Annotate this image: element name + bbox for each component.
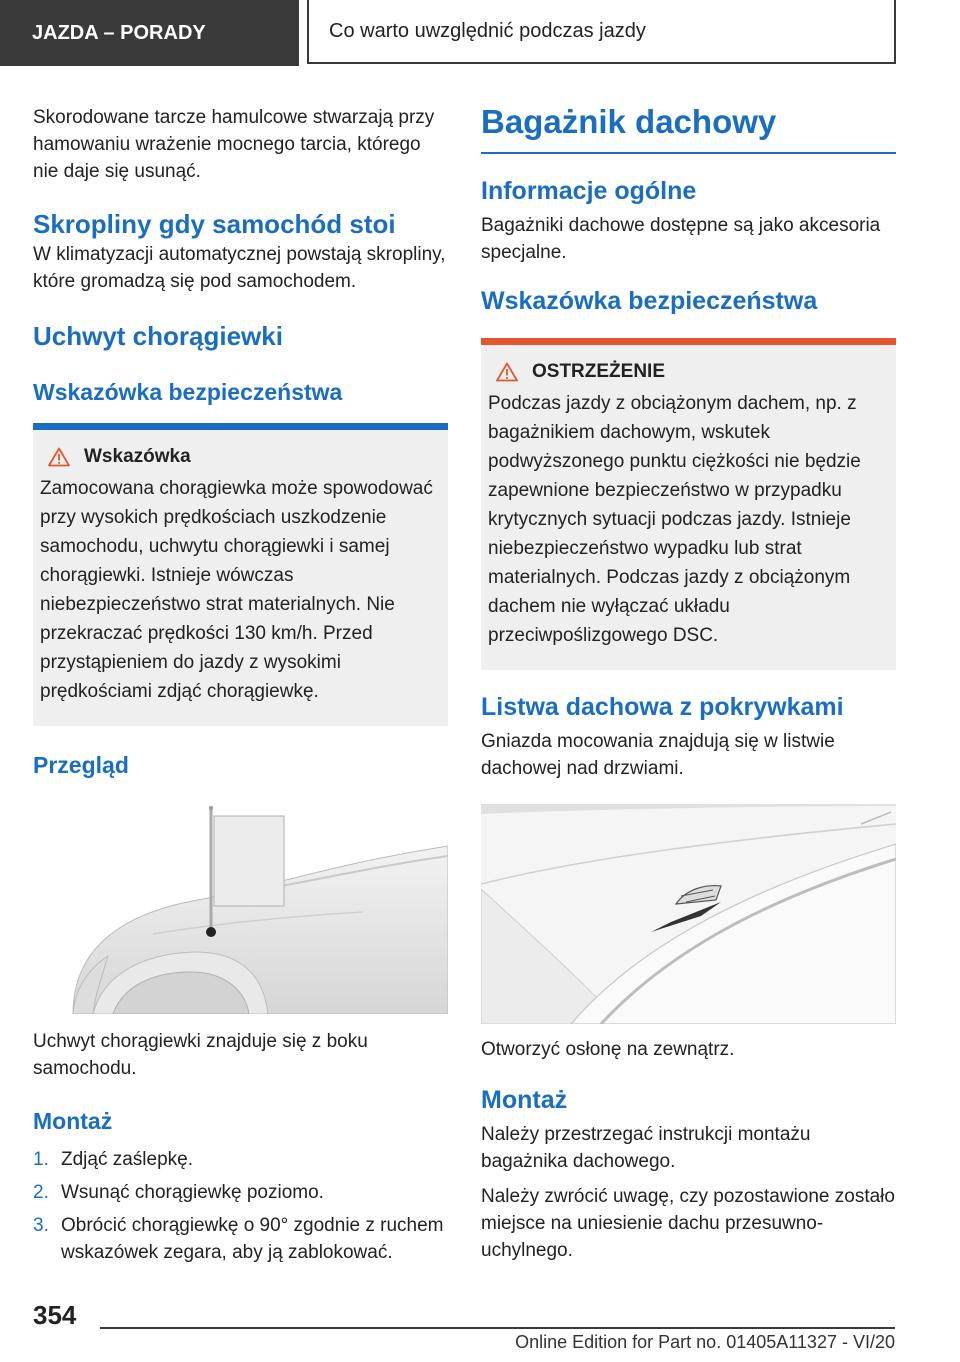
warning-title [496,361,889,383]
edition-note: Online Edition for Part no. 01405A11327 - VI/20 [515,1332,895,1352]
list-item [33,1179,448,1206]
general-info-heading: Informacje ogólne [481,177,697,205]
notice-title-text: Wskazówka [84,446,191,467]
roof-safety-heading: Wskazówka bezpieczeństwa [481,287,818,315]
notice-bar [33,423,448,430]
footer-rule [100,1327,895,1329]
notice-box [33,430,448,726]
step-number: 1. [33,1149,49,1170]
step-text: Wsunąć chorągiewkę poziomo. [61,1182,324,1203]
flag-notice [33,423,448,726]
notice-title [48,446,441,468]
roof-mount-heading: Montaż [481,1086,568,1114]
mount-steps-list [33,1146,448,1266]
warning-triangle-icon [496,362,518,382]
section-tab: JAZDA – PORADY [0,0,299,66]
roof-rail-heading: Listwa dachowa z pokrywkami [481,693,844,721]
roof-rail-paragraph: Gniazda mocowania znajdują się w listwie dachowej nad drzwiami. [481,731,835,779]
notice-text: Zamocowana chorągiewka może spowodować przy wysokich prędkościach uszkodzenie samochodu, uchwytu chorągiewki i samej chorągiewki. Istnieje wówczas niebezpieczeństwo strat materialnych. Nie przekraczać prędkości 130 km/h. Przed przystąpieniem do jazdy z wysokimi prędkościami zdjąć chorągiewkę. [40,478,433,702]
roof-rail-caption: Otworzyć osłonę na zewnątrz. [481,1039,735,1060]
warning-text: Podczas jazdy z obciążonym dachem, np. z bagażnikiem dachowym, wskutek podwyższonego punktu ciężkości nie będzie zapewnione bezpieczeństwo w przypadku krytycznych sytuacji podczas jazdy. Istnieje niebezpieczeństwo wypadku lub strat materialnych. Podczas jazdy z obciążonym dachem nie wyłączać układu przeciwpoślizgowego DSC. [488,393,861,646]
left-column [33,100,448,1272]
warning-bar [481,338,896,345]
flag-holder-illustration [33,804,448,1014]
warning-triangle-icon [48,447,70,467]
flag-mount-heading: Montaż [33,1108,113,1134]
condensate-paragraph: W klimatyzacji automatycznej powstają skropliny, które gromadzą się pod samochodem. [33,244,446,292]
page-header [0,0,960,66]
roof-rail-illustration [481,804,896,1024]
list-item [33,1212,448,1266]
roof-mount-paragraph-2: Należy zwrócić uwagę, czy pozostawione zostało miejsce na uniesienie dachu przesuwno-uchylnego. [481,1186,895,1261]
flag-holder-heading: Uchwyt chorągiewki [33,321,283,351]
condensate-heading: Skropliny gdy samochód stoi [33,209,396,239]
roof-warning [481,338,896,670]
step-text: Obrócić chorągiewkę o 90° zgodnie z ruchem wskazówek zegara, aby ją zablokować. [61,1215,444,1263]
heading-rule [481,152,896,154]
step-number: 3. [33,1215,49,1236]
warning-box [481,345,896,670]
list-item [33,1146,448,1173]
page-number: 354 [33,1300,77,1330]
car-fender-flag-image [33,804,448,1014]
roof-rack-heading: Bagażnik dachowy [481,103,777,140]
warning-title-text: OSTRZEŻENIE [532,361,666,382]
roof-rail-image [481,804,896,1024]
step-text: Zdjąć zaślepkę. [61,1149,194,1170]
overview-heading: Przegląd [33,752,129,778]
general-info-paragraph: Bagażniki dachowe dostępne są jako akcesoria specjalne. [481,215,881,263]
roof-mount-paragraph-1: Należy przestrzegać instrukcji montażu bagażnika dachowego. [481,1124,811,1172]
chapter-title: Co warto uwzględnić podczas jazdy [307,0,896,64]
overview-caption: Uchwyt chorągiewki znajduje się z boku samochodu. [33,1031,368,1079]
brake-disc-paragraph: Skorodowane tarcze hamulcowe stwarzają przy hamowaniu wrażenie mocnego tarcia, którego nie daje się usunąć. [33,107,435,182]
flag-safety-heading: Wskazówka bezpieczeństwa [33,379,343,405]
step-number: 2. [33,1182,49,1203]
right-column [481,100,896,1264]
